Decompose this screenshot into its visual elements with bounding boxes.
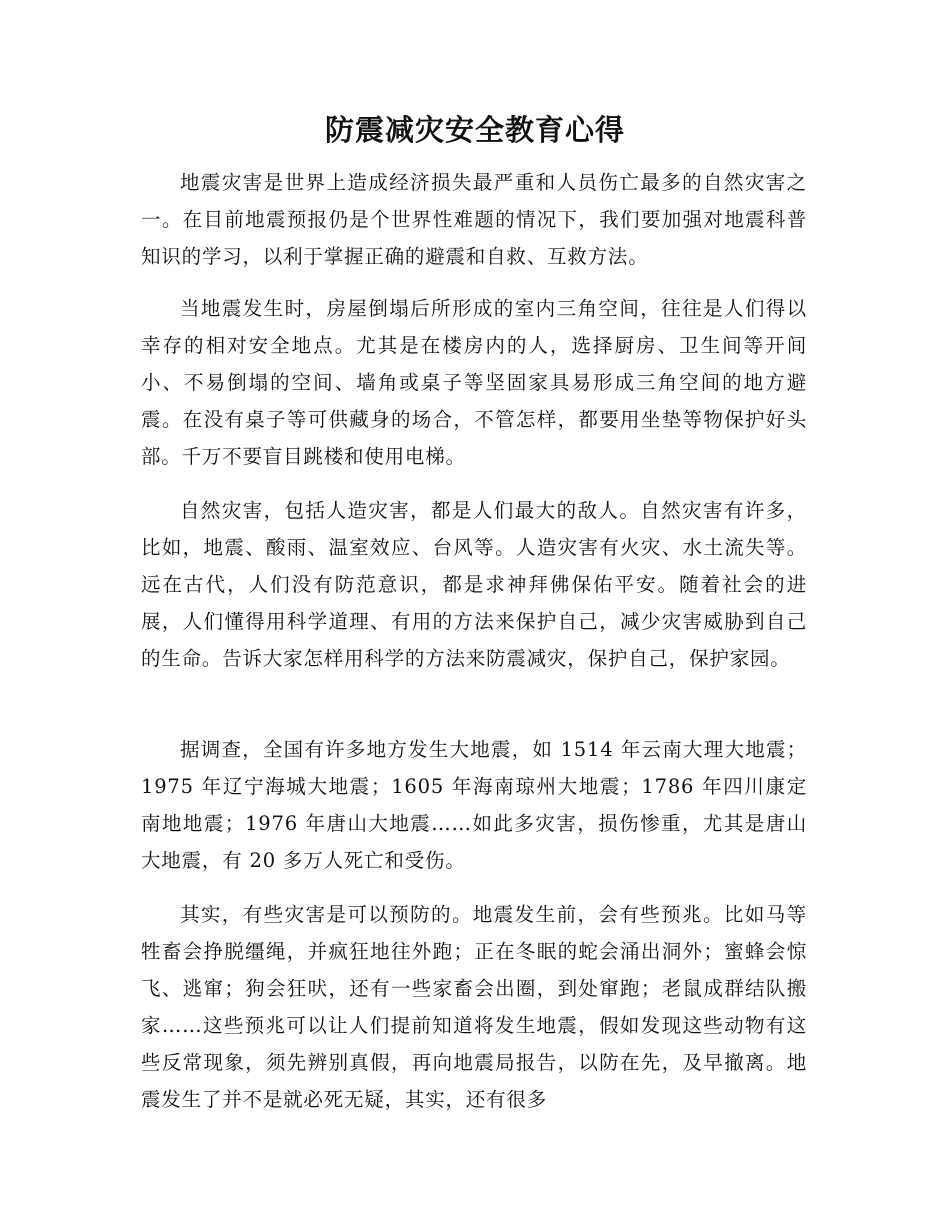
document-title: 防震减灾安全教育心得	[324, 113, 625, 147]
paragraph-4: 据调查，全国有许多地方发生大地震，如 1514 年云南大理大地震；1975 年辽宁海城大地震；1605 年海南琼州大地震；1786 年四川康定南地地震；1976 年唐山大地震……如此多灾害，损伤惨重，尤其是唐山大地震，有 20 多万人死亡和受伤。	[141, 738, 807, 872]
paragraph-2: 当地震发生时，房屋倒塌后所形成的室内三角空间，往往是人们得以幸存的相对安全地点。尤其是在楼房内的人，选择厨房、卫生间等开间小、不易倒塌的空间、墙角或桌子等坚固家具易形成三角空间的地方避震。在没有桌子等可供藏身的场合，不管怎样，都要用坐垫等物保护好头部。千万不要盲目跳楼和使用电梯。	[141, 297, 807, 468]
paragraph-5: 其实，有些灾害是可以预防的。地震发生前，会有些预兆。比如马等牲畜会挣脱缰绳，并疯狂地往外跑；正在冬眠的蛇会涌出洞外；蜜蜂会惊飞、逃窜；狗会狂吠，还有一些家畜会出圈，到处窜跑；老鼠成群结队搬家……这些预兆可以让人们提前知道将发生地震，假如发现这些动物有这些反常现象，须先辨别真假，再向地震局报告，以防在先，及早撤离。地震发生了并不是就必死无疑，其实，还有很多	[141, 903, 807, 1111]
paragraph-1: 地震灾害是世界上造成经济损失最严重和人员伤亡最多的自然灾害之一。在目前地震预报仍是个世界性难题的情况下，我们要加强对地震科普知识的学习，以利于掌握正确的避震和自救、互救方法。	[141, 171, 807, 268]
paragraph-3: 自然灾害，包括人造灾害，都是人们最大的敌人。自然灾害有许多，比如，地震、酸雨、温室效应、台风等。人造灾害有火灾、水土流失等。远在古代，人们没有防范意识，都是求神拜佛保佑平安。随着社会的进展，人们懂得用科学道理、有用的方法来保护自己，减少灾害威胁到自己的生命。告诉大家怎样用科学的方法来防震减灾，保护自己，保护家园。	[141, 499, 807, 670]
